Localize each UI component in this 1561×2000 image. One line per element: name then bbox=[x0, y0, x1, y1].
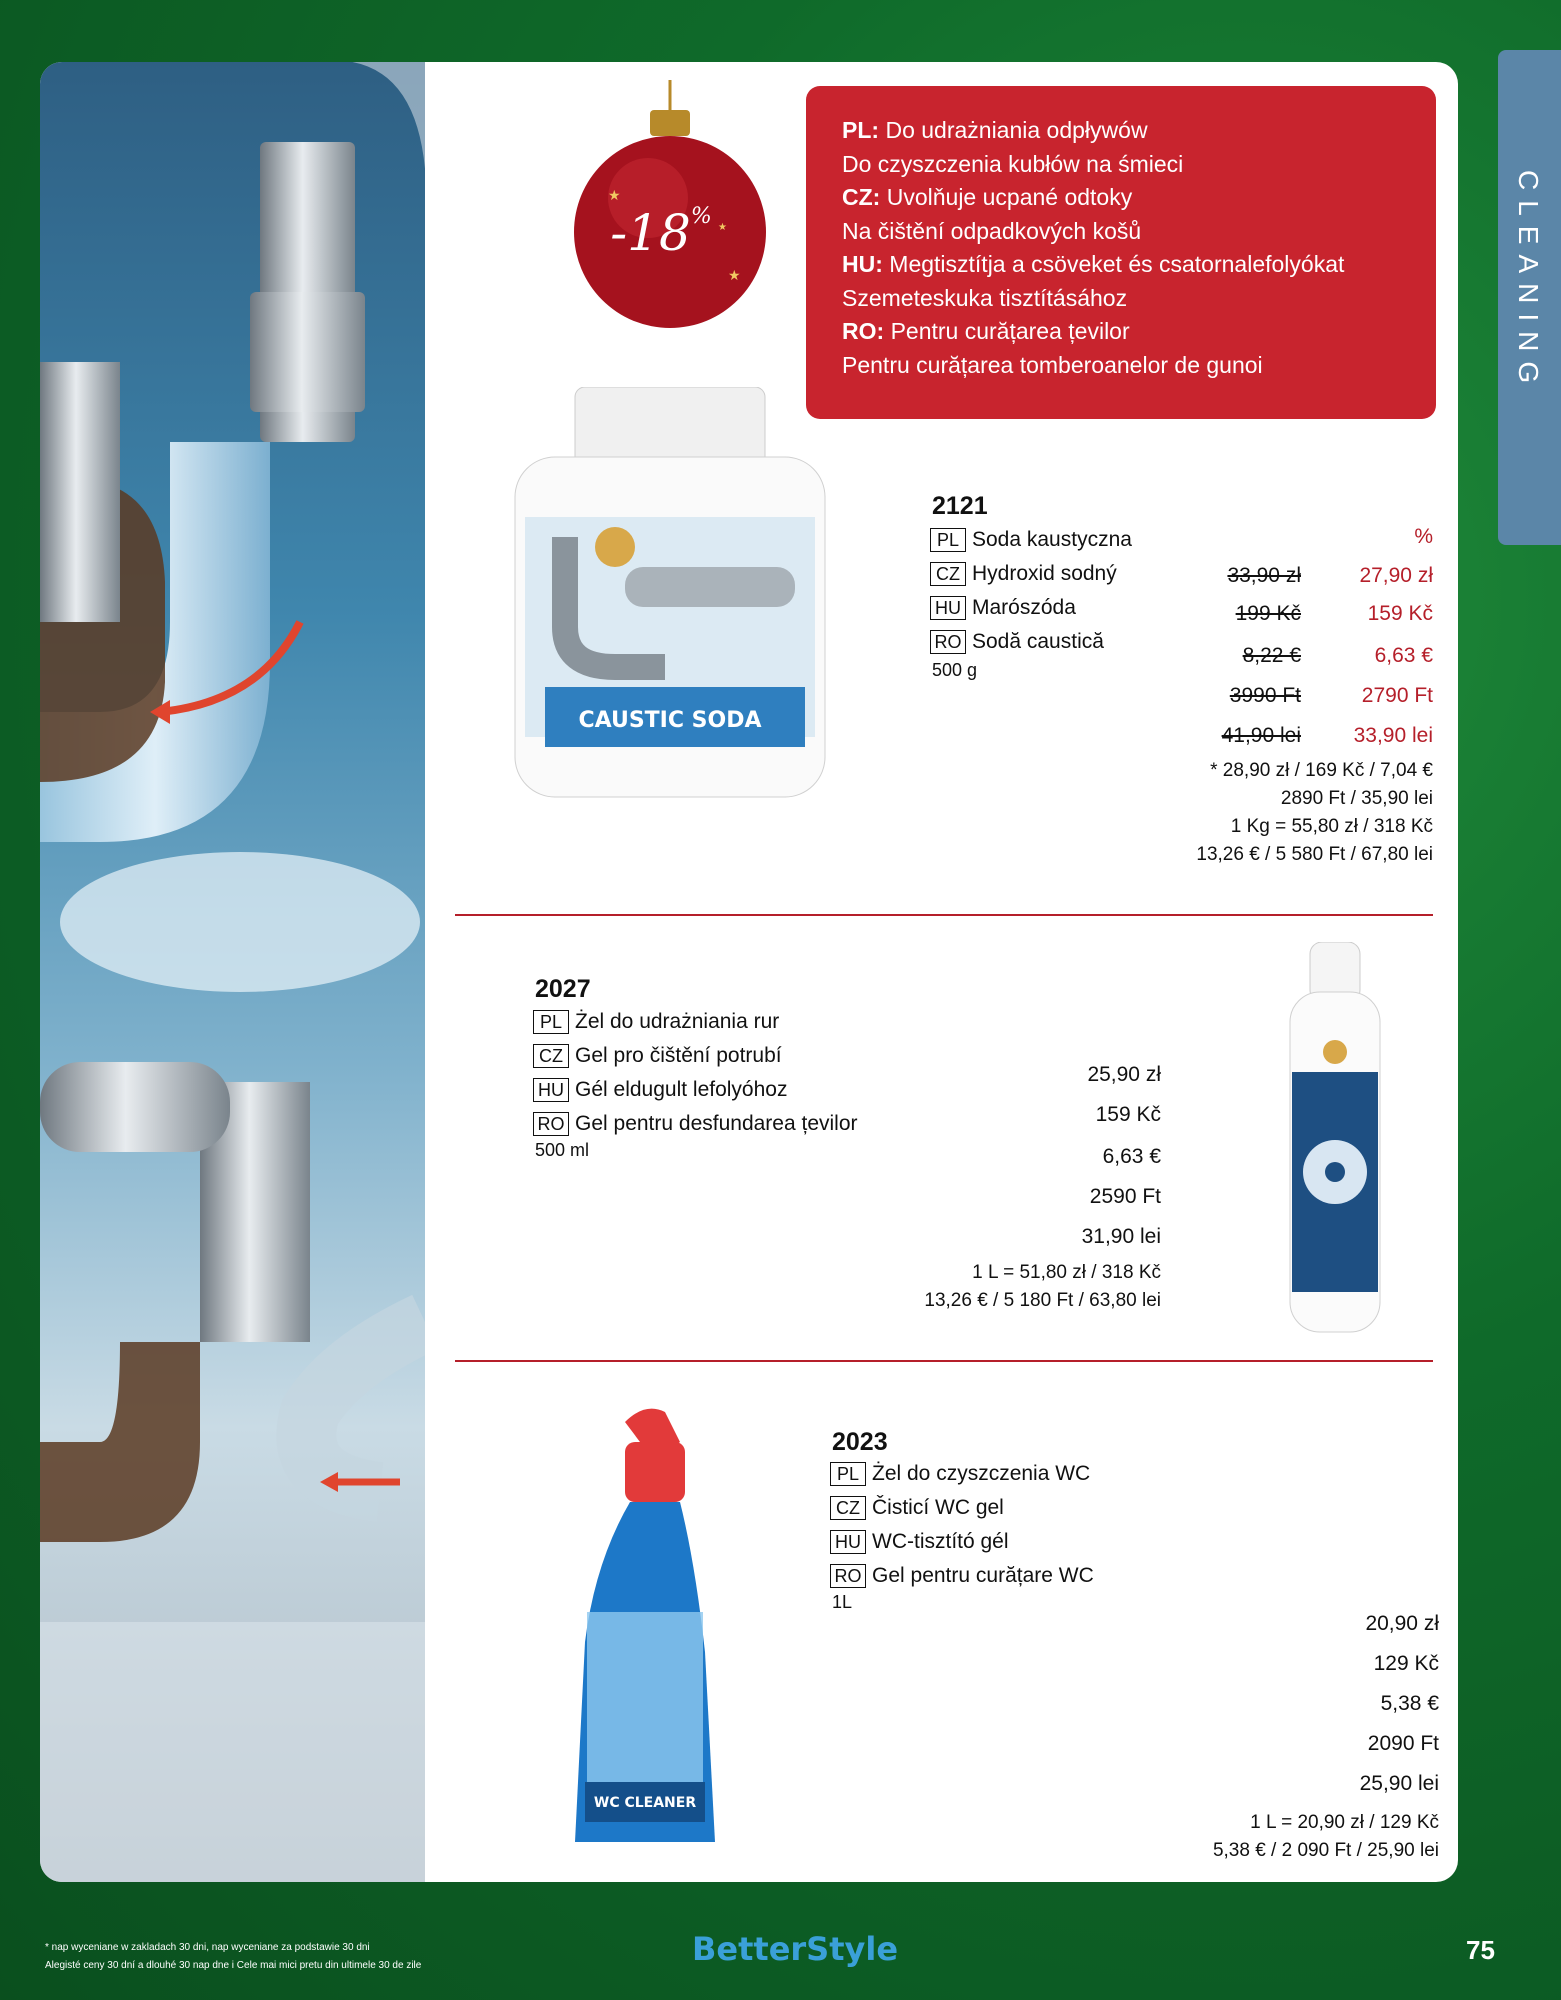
product-name-hu: HU Marószóda bbox=[930, 596, 1076, 620]
promo-line: PL: Do udrażniania odpływów bbox=[842, 117, 1148, 143]
old-price-pln: 33,90 zł bbox=[1227, 564, 1301, 587]
product-code: 2023 bbox=[832, 1428, 888, 1456]
unit-price-line: * 28,90 zł / 169 Kč / 7,04 € bbox=[1210, 760, 1433, 781]
wc-cleaner-bottle-image bbox=[555, 1402, 735, 1862]
percent-marker: % bbox=[1414, 525, 1433, 548]
svg-text:★: ★ bbox=[718, 222, 727, 233]
product-size: 1L bbox=[832, 1592, 853, 1612]
promo-line: Do czyszczenia kubłów na śmieci bbox=[842, 150, 1184, 177]
caustic-soda-jar-image bbox=[505, 387, 835, 807]
price-eur: 5,38 € bbox=[1380, 1692, 1439, 1715]
new-price-pln: 27,90 zł bbox=[1359, 564, 1433, 587]
promo-description-box bbox=[806, 86, 1436, 419]
footer-note: * nap wyceniane w zakladach 30 dni, nap wyceniane za podstawie 30 dni bbox=[45, 1942, 370, 1953]
product-name-pl: PL Żel do udrażniania rur bbox=[533, 1010, 779, 1034]
new-price-czk: 159 Kč bbox=[1367, 602, 1433, 625]
discount-badge: -18% bbox=[610, 204, 712, 262]
price-pln: 25,90 zł bbox=[1087, 1063, 1161, 1086]
product-name-ro: RO Gel pentru curățare WC bbox=[830, 1564, 1094, 1588]
unit-price-line: 1 L = 20,90 zł / 129 Kč bbox=[1250, 1812, 1439, 1833]
new-price-ron: 33,90 lei bbox=[1353, 724, 1433, 747]
product-name-hu: HU WC-tisztító gél bbox=[830, 1530, 1009, 1554]
promo-line: RO: Pentru curățarea țevilor bbox=[842, 318, 1130, 344]
price-eur: 6,63 € bbox=[1102, 1145, 1161, 1168]
product-size: 500 g bbox=[932, 660, 978, 680]
caustic-soda-bottle-label: CAUSTIC SODA bbox=[578, 708, 762, 733]
promo-line: HU: Megtisztítja a csöveket és csatornalefolyókat bbox=[842, 251, 1345, 277]
price-czk: 129 Kč bbox=[1373, 1652, 1439, 1675]
promo-line: Na čištění odpadkových košů bbox=[842, 217, 1142, 244]
product-code: 2121 bbox=[932, 492, 988, 520]
price-huf: 2590 Ft bbox=[1089, 1185, 1161, 1208]
promo-line: CZ: Uvolňuje ucpané odtoky bbox=[842, 184, 1133, 210]
product-name-cz: CZ Hydroxid sodný bbox=[930, 562, 1117, 586]
product-name-hu: HU Gél eldugult lefolyóhoz bbox=[533, 1078, 787, 1102]
unit-price-line: 1 L = 51,80 zł / 318 Kč bbox=[972, 1262, 1161, 1283]
pipe-photo bbox=[40, 62, 425, 1882]
promo-line: Pentru curățarea tomberoanelor de gunoi bbox=[842, 351, 1263, 378]
product-name-cz: CZ Čisticí WC gel bbox=[830, 1496, 1004, 1520]
unit-price-line: 2890 Ft / 35,90 lei bbox=[1280, 788, 1433, 809]
price-pln: 20,90 zł bbox=[1365, 1612, 1439, 1635]
price-ron: 25,90 lei bbox=[1359, 1772, 1439, 1795]
footer-note: Alegisté ceny 30 dní a dlouhé 30 nap dne i Cele mai mici pretu din ultimele 30 de zile bbox=[45, 1960, 422, 1971]
new-price-huf: 2790 Ft bbox=[1361, 684, 1433, 707]
svg-text:★: ★ bbox=[608, 188, 621, 204]
old-price-ron: 41,90 lei bbox=[1221, 724, 1301, 747]
divider-2 bbox=[455, 1360, 1433, 1362]
product-name-cz: CZ Gel pro čištění potrubí bbox=[533, 1044, 782, 1068]
pipe-gel-bottle-image bbox=[1270, 942, 1400, 1342]
price-huf: 2090 Ft bbox=[1367, 1732, 1439, 1755]
price-ron: 31,90 lei bbox=[1081, 1225, 1161, 1248]
unit-price-line: 13,26 € / 5 180 Ft / 63,80 lei bbox=[924, 1290, 1161, 1311]
unit-price-line: 1 Kg = 55,80 zł / 318 Kč bbox=[1230, 816, 1433, 837]
old-price-czk: 199 Kč bbox=[1235, 602, 1301, 625]
old-price-eur: 8,22 € bbox=[1242, 644, 1301, 667]
svg-text:★: ★ bbox=[728, 268, 741, 284]
page-number: 75 bbox=[1466, 1935, 1495, 1965]
product-code: 2027 bbox=[535, 975, 591, 1003]
product-name-ro: RO Sodă caustică bbox=[930, 630, 1104, 654]
category-tab-label: CLEANING bbox=[1513, 170, 1544, 394]
product-name-pl: PL Soda kaustyczna bbox=[930, 528, 1132, 552]
brand-logo: BetterStyle bbox=[692, 1930, 899, 1968]
old-price-huf: 3990 Ft bbox=[1229, 684, 1301, 707]
category-tab[interactable] bbox=[1498, 50, 1561, 545]
new-price-eur: 6,63 € bbox=[1374, 644, 1433, 667]
promo-line: Szemeteskuka tisztításához bbox=[842, 284, 1128, 311]
wc-cleaner-bottle-label: WC CLEANER bbox=[593, 1795, 697, 1811]
price-czk: 159 Kč bbox=[1095, 1103, 1161, 1126]
product-size: 500 ml bbox=[535, 1140, 590, 1160]
product-name-pl: PL Żel do czyszczenia WC bbox=[830, 1462, 1090, 1486]
unit-price-line: 13,26 € / 5 580 Ft / 67,80 lei bbox=[1196, 844, 1433, 865]
product-name-ro: RO Gel pentru desfundarea țevilor bbox=[533, 1112, 858, 1136]
unit-price-line: 5,38 € / 2 090 Ft / 25,90 lei bbox=[1212, 1840, 1439, 1861]
divider-1 bbox=[455, 914, 1433, 916]
